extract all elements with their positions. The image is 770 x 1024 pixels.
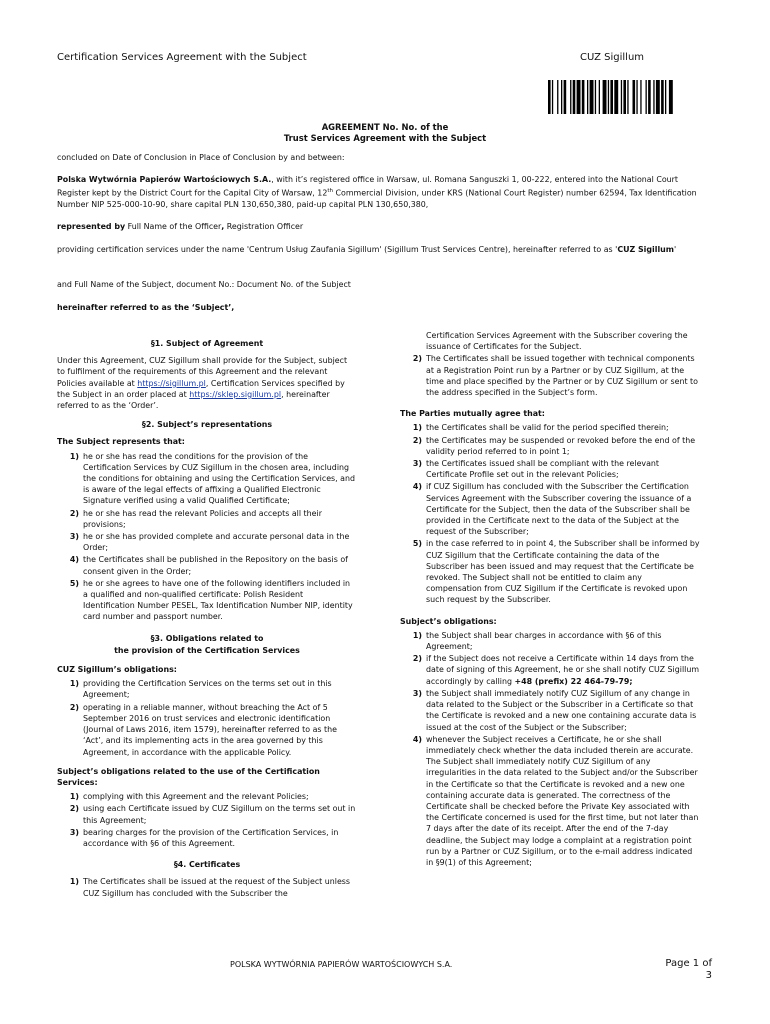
list-item	[57, 508, 357, 530]
item-number: 1)	[69, 877, 79, 887]
list-item	[57, 791, 357, 802]
company-text-a: , with it’s registered office in Warsaw, ul. Romana Sanguszki 1, 00-222, entered into the National Court Register kept by the District Court for the Capital City of Warsaw, 12	[57, 175, 678, 198]
represented-text: Full Name of the Officer	[125, 222, 222, 231]
item-number: 5)	[412, 539, 422, 549]
item-text: The Certificates shall be issued together with technical components at a Registration Point run by a Partner or by CUZ Sigillum, at the time and place specified by the Partner or by CUZ Sigillum or sent to the address specified in the Subject’s form.	[426, 354, 698, 398]
item-text: complying with this Agreement and the relevant Policies;	[83, 792, 309, 802]
list-item	[57, 678, 357, 700]
section-3-list	[57, 678, 357, 757]
s1-text-c: , hereinafter referred to as the ‘Order’.	[57, 389, 330, 411]
agreement-subtitle: Trust Services Agreement with the Subject	[283, 133, 487, 143]
header-document-title: Certification Services Agreement with the Subject	[57, 52, 307, 63]
item-text: operating in a reliable manner, without breaching the Act of 5 September 2016 on trust services and electronic identification (Journal of Laws 2016, item 1579), hereinafter referred to as the ‘Act’, and its implementing acts in the area governed by this Agreement, in accordance with the applicable Policy.	[83, 702, 337, 757]
item-number: 1)	[412, 630, 422, 640]
intro-subject: and Full Name of the Subject, document No.: Document No. of the Subject	[57, 280, 351, 289]
intro-represented	[57, 221, 707, 233]
section-3-title-2: the provision of the Certification Services	[114, 645, 300, 655]
s1-text-a: Under this Agreement, CUZ Sigillum shall provide for the Subject, subject to fulfilment of the requirements of this Agreement and the relevant Policies available at	[57, 356, 348, 388]
section-1-title: §1. Subject of Agreement	[150, 339, 264, 348]
list-item	[400, 688, 700, 733]
agreement-title: AGREEMENT No. No. of the	[321, 122, 449, 132]
section-3-list-2	[57, 791, 357, 849]
list-item	[57, 578, 357, 623]
list-item	[57, 803, 357, 825]
item-number: 4)	[69, 555, 79, 565]
sigillum-link[interactable]: https://sigillum.pl	[137, 378, 206, 388]
item-number: 1)	[412, 423, 422, 433]
item-text: he or she has read the relevant Policies and accepts all their provisions;	[83, 508, 322, 529]
list-item	[57, 827, 357, 849]
providing-bold: CUZ Sigillum	[617, 245, 674, 254]
list-item	[400, 538, 700, 605]
list-item	[57, 451, 357, 507]
list-item	[57, 531, 357, 553]
section-4-title: §4. Certificates	[173, 860, 241, 870]
represented-comma: ,	[221, 222, 225, 231]
item-number: 2)	[69, 508, 79, 518]
item-text: the Certificates issued shall be compliant with the relevant Certificate Profile set out in the relevant Policies;	[426, 459, 660, 480]
list-item	[400, 422, 700, 433]
providing-text-a: providing certification services under the name 'Centrum Usług Zaufania Sigillum' (Sigillum Trust Services Centre), hereinafter referred to as '	[57, 245, 618, 254]
item-text: the Certificates may be suspended or revoked before the end of the validity period referred to in point 1;	[426, 435, 696, 456]
list-item	[57, 554, 357, 576]
item-text: whenever the Subject receives a Certificate, he or she shall immediately check whether the data included therein are accurate. The Subject shall immediately notify CUZ Sigillum of any irregularities in the data related to the Subject and/or the Subscriber in the Certificate so that the Certificate is revoked and a new one containing accurate data is generated. The correctness of the Certificate shall be checked before the Private Key associated with the Certificate concerned is used for the first time, but not later than 7 days after the date of its receipt. After the end of the 7-day deadline, the Subject may lodge a complaint at a registration point run by a Partner or CUZ Sigillum, or to the e-mail address indicated in §9(1) of this Agreement;	[426, 734, 699, 867]
section-2-list	[57, 451, 357, 623]
section-2-title: §2. Subject’s representations	[141, 420, 273, 430]
item-text	[426, 653, 700, 687]
subject-obligations-list	[400, 630, 700, 868]
list-item	[400, 435, 700, 457]
item-number: 3)	[69, 827, 79, 837]
item-text: he or she agrees to have one of the following identifiers included in a qualified and non-qualified certificate: Polish Resident Identification Number PESEL, Tax Identification Number NIP, identity card number and passport number.	[83, 578, 353, 622]
list-item	[400, 481, 700, 537]
item-number: 4)	[412, 734, 422, 744]
item-text: the Certificates shall be valid for the period specified therein;	[426, 423, 669, 433]
s1-text-b: , Certification Services specified by the Subject in an order placed at	[57, 378, 345, 399]
left-column	[57, 330, 357, 900]
represented-role: Registration Officer	[224, 222, 304, 231]
item-text: the Certificates shall be published in the Repository on the basis of consent given in the Order;	[83, 555, 348, 576]
item-number: 1)	[69, 792, 79, 802]
item-text: if CUZ Sigillum has concluded with the Subscriber the Certification Services Agreement with the Subscriber covering the issuance of a Certificate for the Subject, then the data of the Subscriber shall be provided in the Certificate next to the data of the Subject at the request of the Subscriber;	[426, 482, 692, 537]
item-number: 3)	[69, 532, 79, 542]
item-number: 2)	[412, 435, 422, 445]
list-item	[57, 702, 357, 758]
item-number: 5)	[69, 578, 79, 588]
page-number	[656, 958, 712, 982]
company-sup: th	[327, 187, 333, 194]
section-3-title: §3. Obligations related to	[150, 633, 264, 643]
item-text: providing the Certification Services on the terms set out in this Agreement;	[83, 679, 332, 700]
page-number-line2: 3	[705, 970, 712, 981]
intro-concluded: concluded on Date of Conclusion in Place of Conclusion by and between:	[57, 153, 345, 162]
section-3-sub-2: Subject’s obligations related to the use of the Certification Services:	[57, 766, 320, 787]
item-number-blank	[400, 330, 426, 352]
item-number: 3)	[412, 688, 422, 698]
section-3-sub: CUZ Sigillum’s obligations:	[57, 665, 177, 675]
item-text: he or she has read the conditions for the provision of the Certification Services by CUZ Sigillum in the chosen area, including the conditions for obtaining and using the Certification Services, and is aware of the legal effects of affixing a Qualified Electronic Signature verified using a valid Qualified Certificate;	[83, 451, 356, 506]
item-text-a: if the Subject does not receive a Certificate within 14 days from the date of signing of this Agreement, he or she shall notify CUZ Sigillum accordingly by calling	[426, 654, 700, 686]
list-item	[400, 653, 700, 687]
parties-sub: The Parties mutually agree that:	[400, 409, 545, 419]
section-1-text	[57, 355, 357, 411]
item-text: the Subject shall immediately notify CUZ Sigillum of any change in data related to the Subject or the Subscriber in a Certificate so that the Certificate is revoked and a new one containing accurate data is issued at the cost of the Subject or the Subscriber;	[426, 688, 697, 732]
sklep-link[interactable]: https://sklep.sigillum.pl	[189, 389, 282, 399]
item-number: 3)	[412, 459, 422, 469]
item-number: 2)	[412, 654, 422, 664]
list-item	[57, 876, 357, 898]
list-item	[400, 734, 700, 868]
item-number: 4)	[412, 482, 422, 492]
item-number: 2)	[69, 702, 79, 712]
item-text: in the case referred to in point 4, the Subscriber shall be informed by CUZ Sigillum that the Certificate containing the data of the Subscriber has been issued and may request that the Certificate be revoked. The Subject shall not be entitled to claim any compensation from CUZ Sigillum if the Certificate is revoked upon such request by the Subscriber.	[426, 539, 700, 605]
item-text: bearing charges for the provision of the Certification Services, in accordance with §6 of this Agreement.	[83, 827, 339, 848]
item-text: using each Certificate issued by CUZ Sigillum on the terms set out in this Agreement;	[83, 804, 356, 825]
list-item	[400, 458, 700, 480]
list-item	[400, 630, 700, 652]
barcode	[548, 80, 704, 114]
parties-list	[400, 422, 700, 605]
footer-company: POLSKA WYTWÓRNIA PAPIERÓW WARTOŚCIOWYCH S.A.	[230, 960, 453, 969]
list-item-continued	[400, 330, 700, 352]
page-number-line1: Page 1 of	[665, 958, 712, 969]
item-number: 2)	[412, 354, 422, 364]
section-2-sub: The Subject represents that:	[57, 437, 185, 447]
item-text: The Certificates shall be issued at the request of the Subject unless CUZ Sigillum has concluded with the Subscriber the	[83, 877, 351, 898]
intro-hereinafter: hereinafter referred to as the ‘Subject’,	[57, 303, 235, 312]
right-column	[400, 330, 700, 869]
intro-providing	[57, 244, 707, 256]
phone-number: +48 (prefix) 22 464-79-79;	[514, 676, 633, 686]
list-item	[400, 353, 700, 398]
item-number: 1)	[69, 679, 79, 689]
subject-obligations-sub: Subject’s obligations:	[400, 616, 497, 626]
providing-text-b: '	[673, 245, 677, 254]
company-name: Polska Wytwórnia Papierów Wartościowych S.A.	[57, 175, 272, 184]
header-company: CUZ Sigillum	[580, 52, 645, 63]
represented-label: represented by	[57, 222, 126, 231]
item-text: Certification Services Agreement with the Subscriber covering the issuance of Certificates for the Subject.	[426, 331, 688, 352]
item-text: the Subject shall bear charges in accordance with §6 of this Agreement;	[426, 630, 662, 652]
intro-company	[57, 174, 707, 210]
item-text: he or she has provided complete and accurate personal data in the Order;	[83, 532, 350, 553]
item-number: 1)	[69, 451, 79, 461]
item-number: 2)	[69, 804, 79, 814]
company-text-b: Commercial Division, under KRS (National Court Register) number 62594, Tax Identification Number NIP 525-000-10-90, share capital PLN 130,650,380, paid-up capital PLN 130,650,380,	[57, 188, 697, 209]
